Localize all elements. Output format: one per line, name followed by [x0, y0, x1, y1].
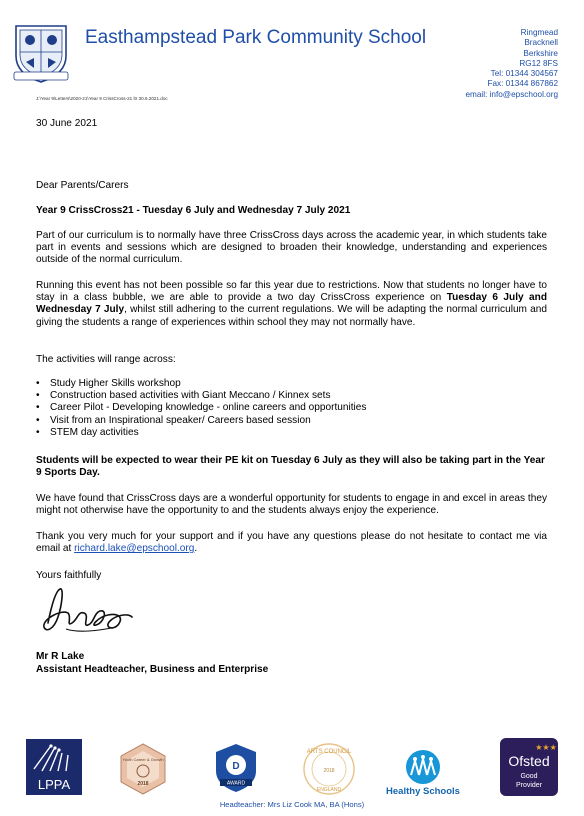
paragraph-contact — [36, 531, 547, 555]
file-reference: J:\Year 9\Letters\2020-21\Year 9 CrissCross-21 ltr 30.6.2021.doc — [36, 96, 168, 101]
paragraph-event-text: Running this event has not been possible so far this year due to restrictions. Now that students no longer have to stay in a class bubble, we are able to provide a two day CrissCross experience on — [36, 280, 547, 304]
ofsted-line2: Provider — [515, 782, 543, 789]
fax-number: Fax: 01344 867862 — [487, 79, 558, 89]
healthy-schools-logo-icon — [383, 749, 463, 797]
phone-number: Tel: 01344 304567 — [490, 69, 558, 79]
ofsted-line1: Good — [520, 773, 538, 780]
activities-intro: The activities will range across: — [36, 354, 176, 365]
youth-award-badge-icon — [118, 743, 168, 795]
list-item: • Visit from an Inspirational speaker/ Careers based session — [36, 415, 366, 427]
youth-award-text: Youth Career & Growth — [122, 757, 164, 762]
healthy-schools-text: Healthy Schools — [386, 786, 460, 797]
signer-name: Mr R Lake — [36, 651, 85, 662]
letter-closing: Yours faithfully — [36, 570, 102, 581]
pe-kit-notice: Students will be expected to wear their PE kit on Tuesday 6 July as they will also be taking part in the Year 9 Sports Day. — [36, 455, 545, 479]
list-item: • Study Higher Skills workshop — [36, 378, 366, 390]
school-crest-icon — [12, 22, 70, 84]
address-line: Ringmead — [520, 28, 558, 37]
letter-subject: Year 9 CrissCross21 - Tuesday 6 July and Wednesday 7 July 2021 — [36, 205, 351, 216]
letter-greeting: Dear Parents/Carers — [36, 180, 129, 191]
school-email: email: info@epschool.org — [465, 89, 558, 99]
youth-award-year: 2018 — [137, 781, 149, 787]
arts-council-country: ENGLAND — [316, 787, 342, 793]
lppa-text: LPPA — [37, 777, 71, 792]
list-item: • Career Pilot - Developing knowledge - online careers and opportunities — [36, 402, 366, 414]
school-address — [465, 28, 558, 100]
paragraph-intro: Part of our curriculum is to normally have three CrissCross days across the academic year, in which students take part in events and sessions which are designed to broaden their knowledge, understanding and experiences outside of the normal curriculum. — [36, 230, 547, 266]
award-shield-icon — [214, 743, 258, 793]
ofsted-stars: ★★★ — [535, 743, 557, 752]
signatory — [36, 650, 268, 676]
event-dates: Tuesday 6 July and Wednesday 7 July — [36, 292, 548, 316]
list-item: • STEM day activities — [36, 427, 366, 439]
award-shield-initials: D — [232, 761, 240, 772]
paragraph-contact-text: Thank you very much for your support and if you have any questions please do not hesitate to contact me via email at — [36, 531, 547, 555]
address-line: Berkshire — [523, 48, 558, 58]
address-line: Bracknell — [524, 38, 558, 48]
lppa-logo-icon — [26, 739, 82, 795]
award-shield-label: AWARD — [226, 780, 246, 787]
ofsted-title: Ofsted — [508, 753, 550, 769]
accreditation-logos — [0, 733, 584, 798]
arts-council-badge-icon — [300, 741, 358, 797]
headteacher-credit: Headteacher: Mrs Liz Cook MA, BA (Hons) — [219, 800, 365, 809]
school-name: Easthampstead Park Community School — [85, 27, 427, 48]
arts-council-text: ARTS COUNCIL — [306, 749, 352, 755]
ofsted-logo-icon — [500, 738, 558, 796]
signature-icon — [38, 583, 138, 637]
paragraph-event-text: , whilst still adhering to the current regulations. We will be adapting the normal curriculum and giving the students a range of experiences within school they may not normally have. — [36, 304, 547, 328]
arts-council-year: 2018 — [323, 768, 335, 774]
paragraph-contact-text: . — [194, 543, 198, 555]
letter-date: 30 June 2021 — [36, 118, 98, 129]
activities-list — [36, 378, 366, 439]
paragraph-event — [36, 280, 547, 329]
list-item: • Construction based activities with Giant Meccano / Kinnex sets — [36, 390, 366, 402]
paragraph-opportunity: We have found that CrissCross days are a wonderful opportunity for students to engage in and excel in areas they might not otherwise have the opportunity to and the students always enjoy the experience. — [36, 493, 547, 517]
address-line: RG12 8FS — [519, 58, 558, 68]
contact-email-link[interactable]: richard.lake@epschool.org — [74, 543, 195, 555]
signer-title: Assistant Headteacher, Business and Enterprise — [36, 664, 269, 675]
